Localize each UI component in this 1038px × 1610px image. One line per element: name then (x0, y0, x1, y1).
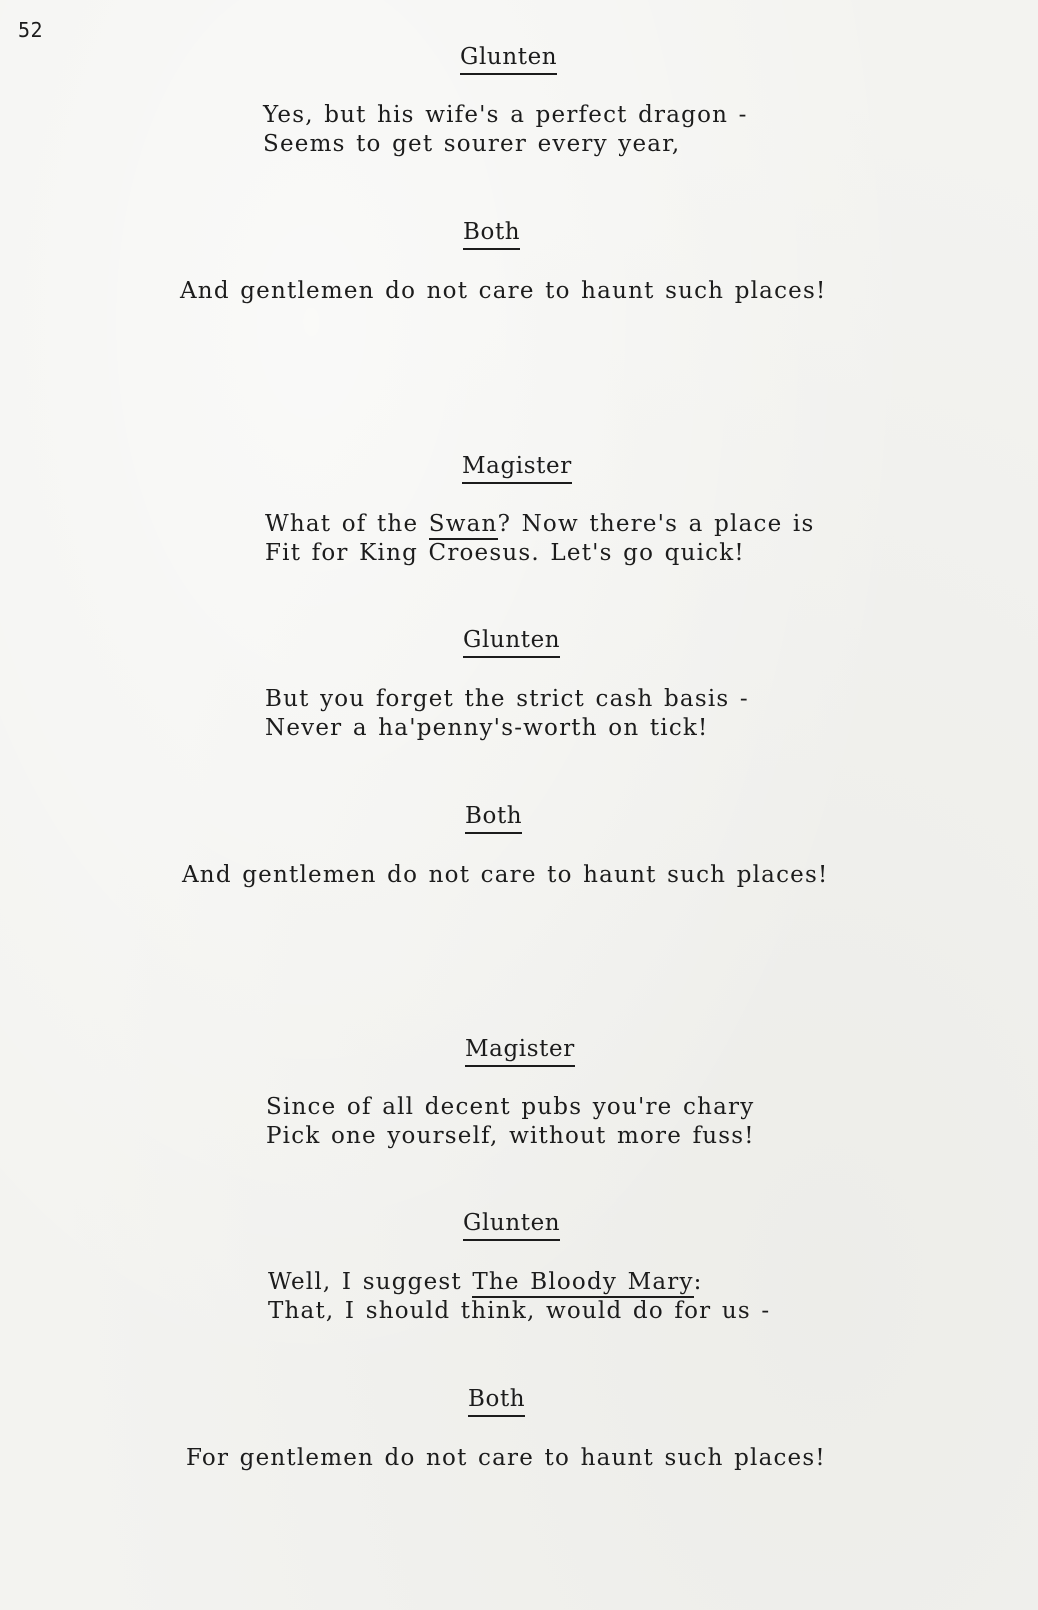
verse-line: Never a ha'penny's-worth on tick! (265, 715, 709, 741)
verse-line: Seems to get sourer every year, (263, 131, 681, 157)
swan-underlined: Swan (429, 511, 498, 540)
chorus-line: And gentlemen do not care to haunt such places! (180, 278, 827, 304)
speaker-heading: Magister (462, 453, 572, 479)
verse-line: Pick one yourself, without more fuss! (266, 1123, 755, 1149)
verse-line: But you forget the strict cash basis - (265, 686, 749, 712)
chorus-line: And gentlemen do not care to haunt such places! (182, 862, 829, 888)
speaker-heading: Glunten (463, 627, 560, 653)
verse-line: What of the Swan? Now there's a place is (265, 511, 814, 537)
page-number: 52 (18, 18, 44, 42)
speaker-heading: Glunten (463, 1210, 560, 1236)
speaker-heading: Both (465, 803, 522, 829)
verse-line: Well, I suggest The Bloody Mary: (268, 1269, 703, 1295)
bloody-mary-underlined: The Bloody Mary (472, 1269, 693, 1298)
verse-line: Yes, but his wife's a perfect dragon - (263, 102, 748, 128)
speaker-heading: Magister (465, 1036, 575, 1062)
verse-line: Fit for King Croesus. Let's go quick! (265, 540, 745, 566)
speaker-heading: Both (463, 219, 520, 245)
chorus-line: For gentlemen do not care to haunt such places! (186, 1445, 826, 1471)
speaker-heading: Both (468, 1386, 525, 1412)
speaker-heading: Glunten (460, 44, 557, 70)
verse-line: Since of all decent pubs you're chary (266, 1094, 755, 1120)
verse-line: That, I should think, would do for us - (268, 1298, 771, 1324)
